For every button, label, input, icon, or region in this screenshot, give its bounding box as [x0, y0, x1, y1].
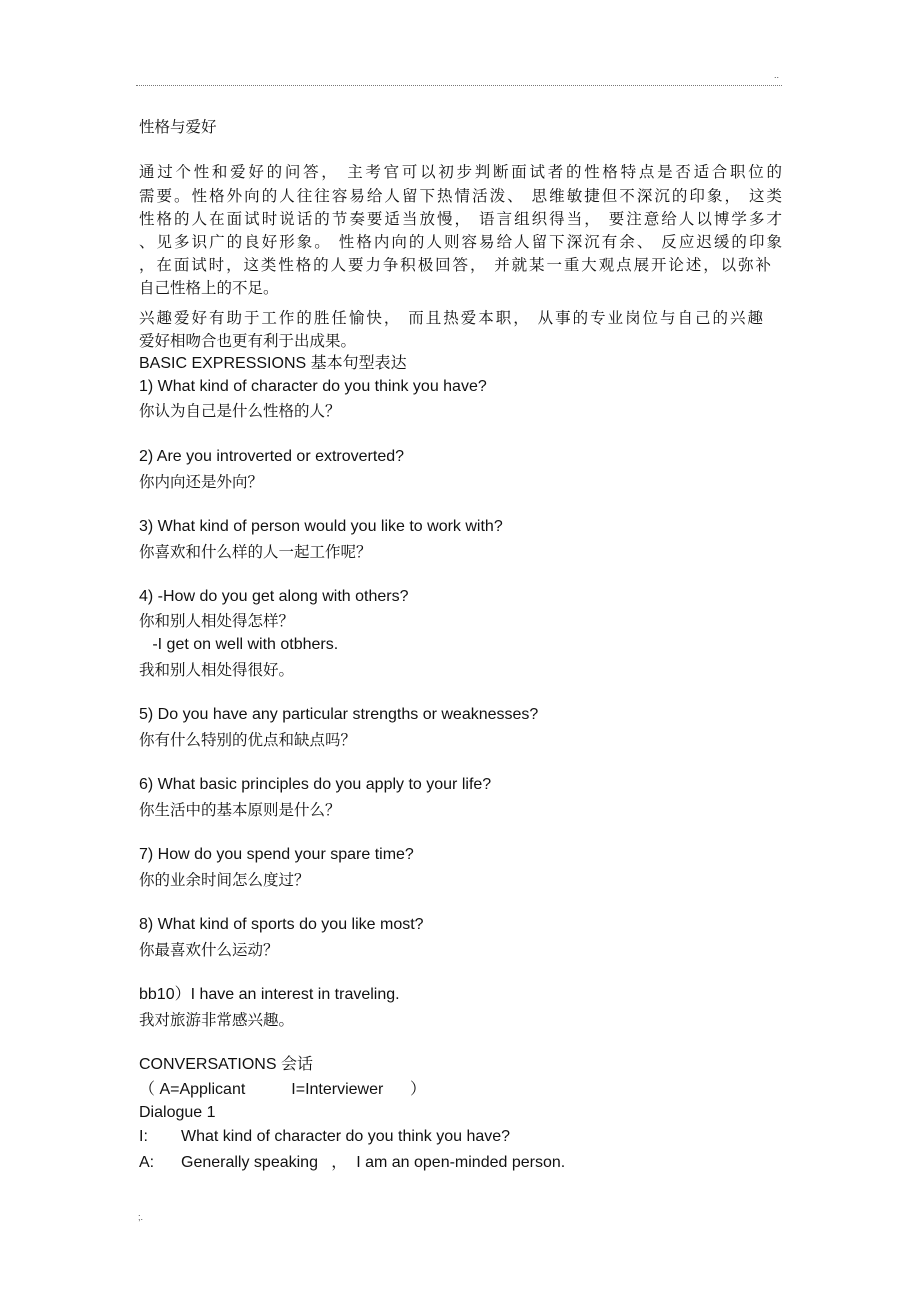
speaker-label: A: [139, 1154, 155, 1171]
question-cn: 你认为自己是什么性格的人？ [139, 402, 341, 420]
legend-interviewer: I=Interviewer ） [291, 1081, 427, 1098]
dialogue-line [139, 1127, 510, 1147]
dialogue-text: What kind of character do you think you have? [181, 1128, 511, 1145]
question-cn: 你的业余时间怎么度过？ [139, 871, 310, 889]
question-en: 4) -How do you get along with others? [139, 588, 409, 605]
intro-line: 自己性格上的不足。 [139, 279, 279, 297]
section-title: 性格与爱好 [139, 118, 217, 136]
question-en: 7) How do you spend your spare time? [139, 846, 414, 863]
question-cn: 你最喜欢什么运动？ [139, 941, 279, 959]
answer-cn: 我和别人相处得很好。 [139, 661, 295, 679]
basic-expressions-heading: BASIC EXPRESSIONS 基本句型表达 [139, 355, 407, 372]
question-en: 8) What kind of sports do you like most? [139, 916, 424, 933]
question-cn: 你喜欢和什么样的人一起工作呢？ [139, 543, 372, 561]
dialogue-title: Dialogue 1 [139, 1104, 216, 1121]
intro-line: 爱好相吻合也更有利于出成果。 [139, 332, 357, 350]
question-cn: 你生活中的基本原则是什么？ [139, 801, 341, 819]
question-cn: 你和别人相处得怎样？ [139, 612, 295, 630]
speaker-label: I: [139, 1128, 148, 1145]
legend [139, 1080, 426, 1100]
question-en: 2) Are you introverted or extroverted? [139, 448, 405, 465]
intro-line: 需要。性格外向的人往往容易给人留下热情活泼、 思维敏捷但不深沉的印象， 这类 [139, 187, 782, 205]
question-cn: 你有什么特别的优点和缺点吗？ [139, 731, 357, 749]
dialogue-text: Generally speaking ， I am an open-minded person. [181, 1154, 566, 1171]
question-cn: 你内向还是外向？ [139, 473, 264, 491]
question-en: 1) What kind of character do you think you have? [139, 378, 487, 395]
intro-line: ，在面试时，这类性格的人要力争积极回答， 并就某一重大观点展开论述，以弥补 [139, 256, 771, 274]
question-en: 5) Do you have any particular strengths or weaknesses? [139, 706, 539, 723]
header-rule [136, 85, 782, 86]
intro-line: 兴趣爱好有助于工作的胜任愉快， 而且热爱本职， 从事的专业岗位与自己的兴趣 [139, 309, 763, 327]
intro-line: 通过个性和爱好的问答， 主考官可以初步判断面试者的性格特点是否适合职位的 [139, 163, 782, 181]
question-en: 3) What kind of person would you like to work with? [139, 518, 503, 535]
dialogue-line [139, 1153, 565, 1173]
header-mark: .. [774, 70, 780, 80]
conversations-heading: CONVERSATIONS 会话 [139, 1056, 313, 1073]
question-en: bb10）I have an interest in traveling. [139, 986, 400, 1003]
footer-mark: ;. [138, 1212, 144, 1222]
question-en: 6) What basic principles do you apply to your life? [139, 776, 492, 793]
question-cn: 我对旅游非常感兴趣。 [139, 1011, 295, 1029]
intro-line: 性格的人在面试时说话的节奏要适当放慢， 语言组织得当， 要注意给人以博学多才 [139, 210, 782, 228]
legend-applicant: （ A=Applicant [139, 1081, 246, 1098]
answer-en: -I get on well with otbhers. [139, 636, 339, 653]
intro-line: 、见多识广的良好形象。 性格内向的人则容易给人留下深沉有余、 反应迟缓的印象 [139, 233, 782, 251]
